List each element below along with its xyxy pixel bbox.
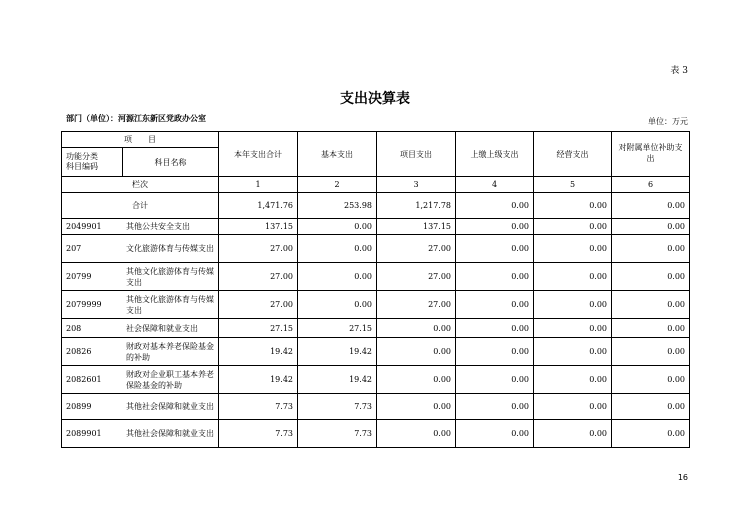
- row-value: 7.73: [219, 394, 298, 420]
- table-row: [62, 291, 690, 319]
- row-value: 27.00: [219, 263, 298, 291]
- header-row: [62, 132, 690, 177]
- row-code-name-cell: [62, 219, 219, 235]
- row-value: 0.00: [534, 338, 612, 366]
- column-index-number: 1: [219, 177, 298, 193]
- row-name: 其他社会保障和就业支出: [126, 402, 214, 411]
- header-col-6: 对附属单位补助支出: [612, 132, 690, 177]
- total-value: 0.00: [456, 193, 534, 219]
- row-value: 0.00: [456, 366, 534, 394]
- total-row: [62, 193, 690, 219]
- row-value: 0.00: [534, 366, 612, 394]
- row-value: 0.00: [534, 235, 612, 263]
- header-col-1: 本年支出合计: [219, 132, 298, 177]
- header-subject-name: 科目名称: [154, 157, 187, 167]
- row-value: 19.42: [298, 338, 377, 366]
- row-value: 0.00: [456, 263, 534, 291]
- column-index-number: 6: [612, 177, 690, 193]
- row-value: 0.00: [456, 219, 534, 235]
- row-value: 0.00: [612, 366, 690, 394]
- row-code-name-cell: [62, 263, 219, 291]
- row-code: 2089901: [66, 429, 102, 438]
- row-value: 7.73: [298, 394, 377, 420]
- row-value: 0.00: [534, 263, 612, 291]
- row-name: 其他文化旅游体育与传媒支出: [126, 266, 214, 287]
- row-value: 0.00: [456, 291, 534, 319]
- row-value: 7.73: [298, 420, 377, 448]
- row-value: 27.00: [219, 235, 298, 263]
- header-col-4: 上缴上级支出: [456, 132, 534, 177]
- unit-label: 单位：万元: [648, 117, 688, 126]
- expenditure-table: [61, 131, 690, 448]
- row-code: 2082601: [66, 375, 102, 384]
- row-value: 0.00: [612, 420, 690, 448]
- header-col-2: 基本支出: [298, 132, 377, 177]
- page-title: 支出决算表: [340, 91, 410, 107]
- total-value: 1,471.76: [219, 193, 298, 219]
- row-value: 27.00: [377, 235, 456, 263]
- row-value: 19.42: [298, 366, 377, 394]
- row-value: 19.42: [219, 338, 298, 366]
- row-value: 0.00: [534, 420, 612, 448]
- row-value: 0.00: [534, 394, 612, 420]
- column-index-row: [62, 177, 690, 193]
- header-func-code-line1: 功能分类: [66, 151, 98, 161]
- row-value: 0.00: [456, 235, 534, 263]
- table-row: [62, 263, 690, 291]
- row-value: 0.00: [377, 338, 456, 366]
- row-value: 137.15: [219, 219, 298, 235]
- row-value: 0.00: [377, 366, 456, 394]
- header-func-code-line2: 科目编码: [66, 162, 98, 171]
- row-code-name-cell: [62, 319, 219, 338]
- row-value: 0.00: [534, 219, 612, 235]
- table-row: [62, 366, 690, 394]
- row-code: 207: [66, 244, 82, 253]
- column-index-number: 4: [456, 177, 534, 193]
- row-value: 27.00: [377, 263, 456, 291]
- header-col-5: 经营支出: [534, 132, 612, 177]
- total-value: 0.00: [534, 193, 612, 219]
- row-value: 0.00: [298, 263, 377, 291]
- table-row: [62, 219, 690, 235]
- row-value: 0.00: [612, 394, 690, 420]
- column-index-number: 5: [534, 177, 612, 193]
- row-code: 208: [66, 323, 82, 333]
- row-value: 0.00: [534, 319, 612, 338]
- row-value: 0.00: [612, 319, 690, 338]
- row-name: 其他公共安全支出: [126, 222, 190, 231]
- row-code-name-cell: [62, 420, 219, 448]
- header-func-code: [62, 148, 123, 176]
- total-label: 合计: [62, 193, 219, 219]
- column-index-label: 栏次: [62, 177, 219, 193]
- row-name: 其他社会保障和就业支出: [126, 429, 214, 438]
- row-name: 文化旅游体育与传媒支出: [126, 244, 214, 253]
- row-code-name-cell: [62, 338, 219, 366]
- row-name: 财政对企业职工基本养老保险基金的补助: [126, 369, 214, 390]
- row-value: 0.00: [534, 291, 612, 319]
- row-value: 0.00: [456, 394, 534, 420]
- table-number: 表 3: [670, 66, 688, 76]
- table-row: [62, 235, 690, 263]
- table-row: [62, 338, 690, 366]
- row-code: 20899: [66, 402, 92, 411]
- header-project: 项 目: [62, 132, 218, 148]
- column-index-number: 2: [298, 177, 377, 193]
- row-value: 0.00: [377, 394, 456, 420]
- row-value: 0.00: [612, 338, 690, 366]
- row-code: 20826: [66, 347, 92, 356]
- row-value: 27.15: [219, 319, 298, 338]
- row-value: 0.00: [456, 420, 534, 448]
- row-value: 7.73: [219, 420, 298, 448]
- table-row: [62, 394, 690, 420]
- row-code: 20799: [66, 272, 92, 281]
- row-value: 27.15: [298, 319, 377, 338]
- header-col-3: 项目支出: [377, 132, 456, 177]
- row-value: 0.00: [612, 263, 690, 291]
- row-code-name-cell: [62, 366, 219, 394]
- total-value: 1,217.78: [377, 193, 456, 219]
- row-value: 0.00: [456, 319, 534, 338]
- row-value: 137.15: [377, 219, 456, 235]
- row-value: 0.00: [298, 235, 377, 263]
- total-value: 0.00: [612, 193, 690, 219]
- row-code: 2079999: [66, 300, 102, 309]
- page-number: 16: [677, 473, 688, 482]
- row-name: 其他文化旅游体育与传媒支出: [126, 294, 214, 315]
- row-code: 2049901: [66, 222, 102, 231]
- header-project-cell: [62, 132, 219, 177]
- row-name: 社会保障和就业支出: [126, 323, 198, 333]
- row-value: 0.00: [377, 319, 456, 338]
- row-value: 0.00: [612, 219, 690, 235]
- department-label: 部门（单位）：河源江东新区党政办公室: [66, 113, 206, 123]
- row-code-name-cell: [62, 291, 219, 319]
- row-code-name-cell: [62, 235, 219, 263]
- row-value: 0.00: [612, 235, 690, 263]
- table-row: [62, 319, 690, 338]
- row-value: 0.00: [377, 420, 456, 448]
- row-value: 27.00: [219, 291, 298, 319]
- row-value: 0.00: [298, 219, 377, 235]
- column-index-number: 3: [377, 177, 456, 193]
- row-value: 0.00: [456, 338, 534, 366]
- table-row: [62, 420, 690, 448]
- row-code-name-cell: [62, 394, 219, 420]
- row-name: 财政对基本养老保险基金的补助: [126, 341, 214, 362]
- row-value: 0.00: [612, 291, 690, 319]
- row-value: 27.00: [377, 291, 456, 319]
- row-value: 0.00: [298, 291, 377, 319]
- total-value: 253.98: [298, 193, 377, 219]
- row-value: 19.42: [219, 366, 298, 394]
